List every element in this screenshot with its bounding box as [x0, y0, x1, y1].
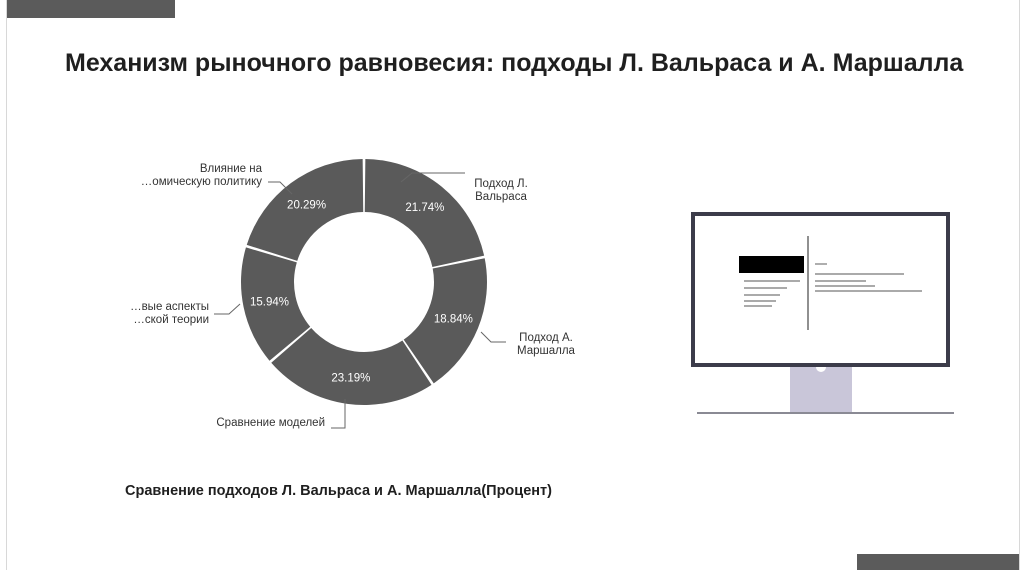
chart-caption: Сравнение подходов Л. Вальраса и А. Маршалла(Процент) — [125, 483, 552, 499]
slice-value-label: 18.84% — [433, 313, 473, 326]
leader-line — [214, 304, 240, 314]
slice-value-label: 23.19% — [331, 372, 371, 385]
slice-value-label: 20.29% — [287, 199, 327, 212]
slice-category-label: Подход Л. — [474, 178, 528, 190]
slice-category-label: Сравнение моделей — [216, 417, 325, 429]
donut-slices — [241, 159, 487, 405]
slice-category-label: Вальраса — [475, 191, 527, 203]
slide-title: Механизм рыночного равновесия: подходы Л. Вальраса и А. Маршалла — [65, 49, 964, 77]
slice-category-label: Подход А. — [519, 332, 573, 344]
slice-value-label: 15.94% — [250, 296, 290, 309]
slice-category-label: …омическую политику — [140, 176, 262, 188]
leader-line — [331, 399, 345, 428]
slice-category-label: Влияние на — [199, 163, 262, 175]
slice-value-label: 21.74% — [405, 202, 445, 215]
leader-line — [481, 332, 506, 342]
monitor-screen — [693, 214, 948, 365]
slice-category-label: …ской теории — [133, 314, 209, 326]
slice-category-label: …вые аспекты — [130, 301, 209, 313]
monitor-illustration — [693, 214, 954, 413]
slice-category-label: Маршалла — [517, 345, 575, 357]
screen-header-block — [739, 256, 804, 273]
